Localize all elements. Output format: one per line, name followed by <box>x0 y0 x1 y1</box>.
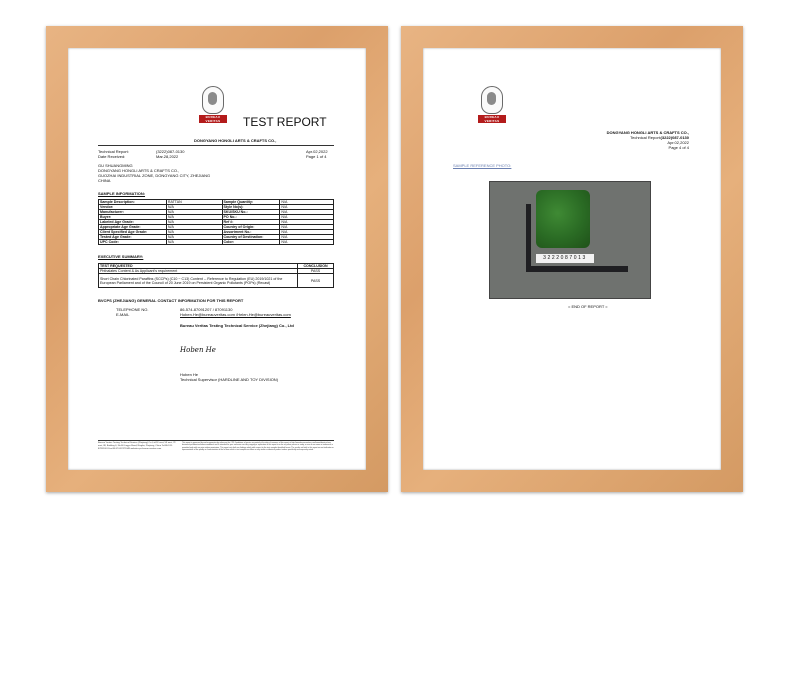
tech-report-value: (3222)087-0130 <box>156 149 185 154</box>
ruler-horizontal <box>526 266 628 272</box>
report-page-1 <box>68 48 366 470</box>
table-row: Labeled Age Grade: N/A Ref #: N/A <box>99 220 334 225</box>
tech-report-label: Technical Report: <box>630 135 661 140</box>
logo-bar-bottom: VERITAS <box>478 119 506 123</box>
tech-report-value: (3222)087-0130 <box>660 135 689 140</box>
email-value: Hoben.He@bureauveritas.com /Helen.He@bureauveritas.com <box>180 312 291 317</box>
table-row: Sample Description: RATTAN Sample Quantity: N/A <box>99 200 334 205</box>
company-heading: DONGYANG HONGLI ARTS & CRAFTS CO., <box>606 130 689 135</box>
table-row: Manufacturer: N/A SKU/SKU No.: N/A <box>99 210 334 215</box>
address-line: DONGYANG HONGLI ARTS & CRAFTS CO., <box>98 168 180 173</box>
end-of-report: = END OF REPORT = <box>568 304 608 309</box>
telephone-label: TELEPHONE NO. <box>116 307 149 312</box>
certificate-frame-left <box>46 26 388 492</box>
sample-number-label: 3222087013 <box>536 254 594 263</box>
rattan-sample-image <box>536 190 590 248</box>
logo-bar-top: BUREAU <box>199 115 227 119</box>
ruler-vertical <box>526 204 531 272</box>
table-row: Phthalates Content & As Applicant's requirement PASS <box>99 269 334 274</box>
sample-photo-heading: SAMPLE REFERENCE PHOTO: <box>453 163 512 168</box>
table-row: Appropriate Age Grade: N/A Country of Origin: N/A <box>99 225 334 230</box>
logo-bar-top: BUREAU <box>478 115 506 119</box>
certificate-frame-right <box>401 26 743 492</box>
lab-name: Bureau Veritas Testing Technical Service (Zhejiang) Co., Ltd <box>180 323 294 328</box>
table-row: Buyer: N/A PO No.: N/A <box>99 215 334 220</box>
logo-bar-bottom: VERITAS <box>199 119 227 123</box>
sample-info-table <box>98 199 334 245</box>
report-date: Apr.02,2022 <box>667 140 689 145</box>
report-date: Apr.02,2022 <box>306 149 328 154</box>
address-line: GUOZHAI INDUSTRIAL ZONE, DONGYANG CITY, ZHEJIANG <box>98 173 211 178</box>
footer-terms: This report is governed by and incorporates by reference the CPS Conditions of service as posted at the date of issuance of this report at http://www.bureauveritas.com/home/about-us/our-business/cps/about-us/terms-conditions/ and is intended for your exclusive use. Any copying or replication of this report to or for any other person or entity, or use of our name or trademark, is permitted only with our prior written permission. This report sets forth our findings solely with respect to the test samples identified herein. The results set forth in this report are not indicative or representative of the quality or characteristics of the lot from which a test sample was taken or any similar or identical product unless specifically and expressly noted. <box>182 442 334 452</box>
signer-name: Hoben He <box>180 372 199 377</box>
bureau-veritas-logo-icon <box>481 86 503 114</box>
executive-summary-table <box>98 263 334 288</box>
signature: Hoben He <box>180 346 216 354</box>
email-label: E-MAIL <box>116 312 130 317</box>
footer-address: Bureau Veritas Testing Technical Service (Zhejiang) Co.,Ltd 1F east, 5F east, 7F east, 8F, Building 6, No.66 Lingyu Road, Ningbo, Zhejiang, China Tel:86-574-87091001 Fax:86-574-87471048 website:cps.bureau-veritas.com <box>98 442 176 450</box>
company-heading: DONGYANG HONGLI ARTS & CRAFTS CO., <box>194 138 277 143</box>
table-row: UPC Code: N/A Color: N/A <box>99 240 334 245</box>
tech-report-label: Technical Report: <box>98 149 129 154</box>
date-received-label: Date Received: <box>98 154 126 159</box>
page-number: Page 4 of 4 <box>668 145 689 150</box>
bureau-veritas-logo-icon <box>202 86 224 114</box>
sample-info-heading: SAMPLE INFORMATION: <box>98 191 146 196</box>
executive-summary-heading: EXECUTIVE SUMMARY: <box>98 254 144 259</box>
table-row: Short Chain Chlorinated Paraffins (SCCPs) (C10 ~ C13) Content -- Reference to Regulation (EU) 2019/1021 of the European Parliament and of the Council of 20 June 2019 on Persistent Organic Pollutants (POPs) (Recast) PASS <box>99 274 334 288</box>
contact-heading: BVCPS (ZHEJIANG) GENERAL CONTACT INFORMATION FOR THIS REPORT <box>98 298 244 303</box>
address-line: CHINA <box>98 178 111 183</box>
telephone-value: 86-574-87091207 / 87091130 <box>180 307 233 312</box>
report-page-4 <box>423 48 721 470</box>
address-line: GU SHUANGMING <box>98 163 133 168</box>
divider <box>98 145 334 146</box>
table-row: Vendor: N/A Style No(s): N/A <box>99 205 334 210</box>
table-row: TEST REQUESTED CONCLUSION <box>99 264 334 269</box>
page-number: Page 1 of 4 <box>306 154 327 159</box>
signer-title: Technical Supervisor (HARDLINE AND TOY DIVISION) <box>180 377 279 382</box>
footer-divider <box>98 440 334 441</box>
sample-photo <box>489 181 651 299</box>
date-received-value: Mar.28,2022 <box>156 154 179 159</box>
table-row: Tested Age Grade: N/A Country of Destination: N/A <box>99 235 334 240</box>
report-title: TEST REPORT <box>243 115 327 129</box>
table-row: Client Specified Age Grade: N/A Assortment No.: N/A <box>99 230 334 235</box>
